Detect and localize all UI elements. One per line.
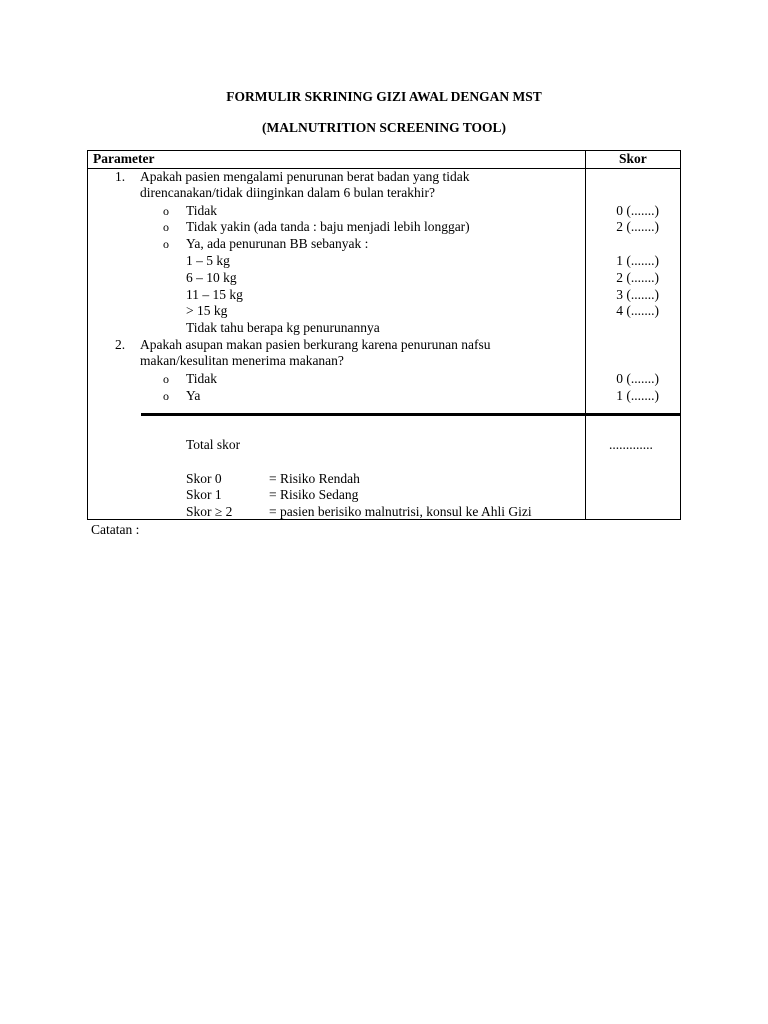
q1-option-ya: Ya, ada penurunan BB sebanyak : (186, 236, 369, 251)
total-value[interactable]: ............. (609, 437, 653, 452)
q2-option-tidak: Tidak (186, 371, 218, 386)
risk-label-2: Skor ≥ 2 (186, 504, 233, 519)
form-title: FORMULIR SKRINING GIZI AWAL DENGAN MST (226, 89, 542, 104)
q1-option-tidak: Tidak (186, 203, 218, 218)
total-separator-left (141, 413, 585, 416)
q1-line1: Apakah pasien mengalami penurunan berat badan yang tidak (140, 169, 470, 184)
total-separator-right (586, 413, 681, 416)
q1-score-weight-over-15[interactable]: 4 (.......) (616, 303, 659, 318)
column-divider (585, 151, 586, 519)
bullet-icon: o (163, 220, 169, 234)
bullet-icon: o (163, 372, 169, 386)
notes-label: Catatan : (91, 522, 140, 537)
screening-table (87, 150, 681, 520)
q2-line1: Apakah asupan makan pasien berkurang karena penurunan nafsu (140, 337, 491, 352)
q2-score-tidak[interactable]: 0 (.......) (616, 371, 659, 386)
q1-score-tidak[interactable]: 0 (.......) (616, 203, 659, 218)
q1-score-weight-1-5[interactable]: 1 (.......) (616, 253, 659, 268)
q2-number: 2. (115, 337, 126, 352)
total-label: Total skor (186, 437, 241, 452)
bullet-icon: o (163, 204, 169, 218)
bullet-icon: o (163, 389, 169, 403)
q1-weight-unknown: Tidak tahu berapa kg penurunannya (186, 320, 380, 335)
q1-weight-11-15: 11 – 15 kg (186, 287, 243, 302)
q2-score-ya[interactable]: 1 (.......) (616, 388, 659, 403)
risk-label-0: Skor 0 (186, 471, 222, 486)
q1-weight-over-15: > 15 kg (186, 303, 228, 318)
header-skor: Skor (619, 151, 647, 166)
bullet-icon: o (163, 237, 169, 251)
q1-score-weight-6-10[interactable]: 2 (.......) (616, 270, 659, 285)
risk-desc-1: = Risiko Sedang (269, 487, 359, 502)
q1-score-tidak-yakin[interactable]: 2 (.......) (616, 219, 659, 234)
q2-line2: makan/kesulitan menerima makanan? (140, 353, 344, 368)
risk-label-1: Skor 1 (186, 487, 222, 502)
risk-desc-2: = pasien berisiko malnutrisi, konsul ke Ahli Gizi (269, 504, 532, 519)
risk-desc-0: = Risiko Rendah (269, 471, 360, 486)
form-subtitle: (MALNUTRITION SCREENING TOOL) (261, 120, 507, 135)
q1-option-tidak-yakin: Tidak yakin (ada tanda : baju menjadi lebih longgar) (186, 219, 470, 234)
q1-score-weight-11-15[interactable]: 3 (.......) (616, 287, 659, 302)
q1-number: 1. (115, 169, 126, 184)
q2-option-ya: Ya (186, 388, 201, 403)
header-parameter: Parameter (93, 151, 155, 166)
q1-weight-6-10: 6 – 10 kg (186, 270, 237, 285)
q1-weight-1-5: 1 – 5 kg (186, 253, 230, 268)
q1-line2: direncanakan/tidak diinginkan dalam 6 bulan terakhir? (140, 185, 436, 200)
